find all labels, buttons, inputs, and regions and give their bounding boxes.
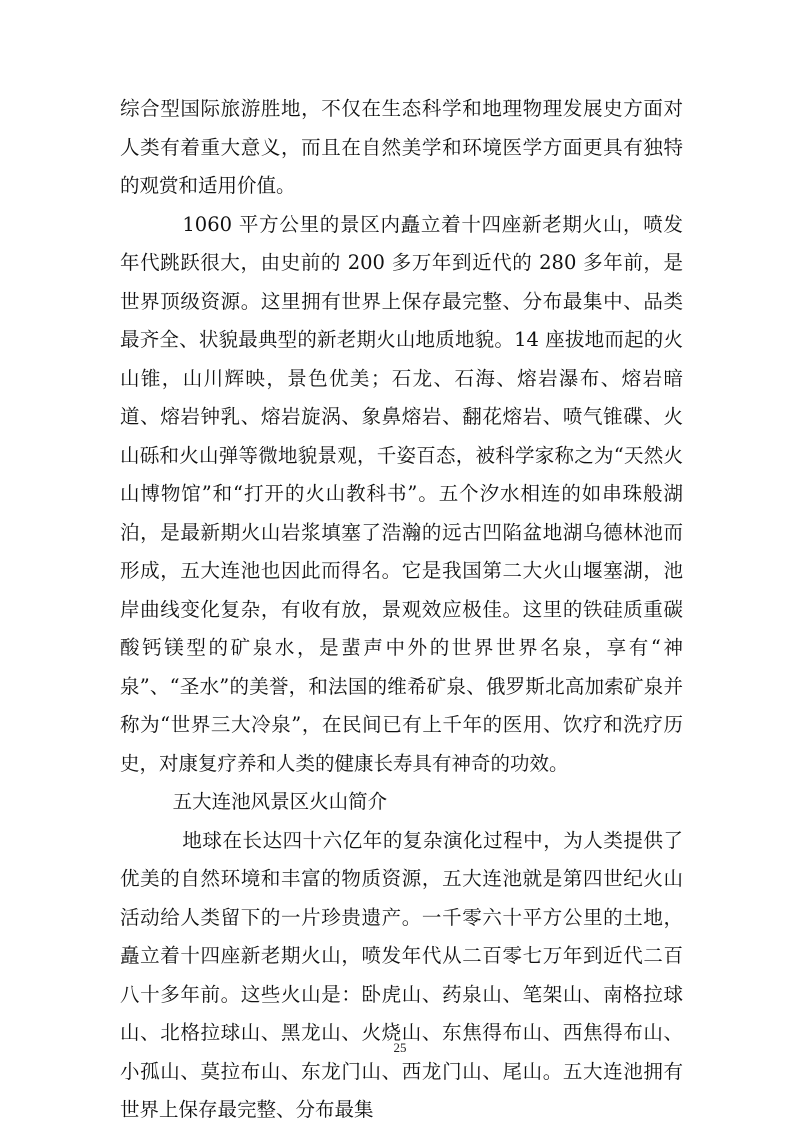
paragraph-scenic-area: 1060 平方公里的景区内矗立着十四座新老期火山，喷发年代跳跃很大，由史前的 200 多万年到近代的 280 多年前，是世界顶级资源。这里拥有世界上保存最完整、分布最集中、品类最齐全、状貌最典型的新老期火山地质地貌。14 座拔地而起的火山锥，山川辉映，景色优美；石龙、石海、熔岩瀑布、熔岩暗道、熔岩钟乳、熔岩旋涡、象鼻熔岩、翻花熔岩、喷气锥碟、火山砾和火山弹等微地貌景观，千姿百态，被科学家称之为“天然火山博物馆”和“打开的火山教科书”。五个汐水相连的如串珠般湖泊，是最新期火山岩浆填塞了浩瀚的远古凹陷盆地湖乌德林池而形成，五大连池也因此而得名。它是我国第二大火山堰塞湖，池岸曲线变化复杂，有收有放，景观效应极佳。这里的铁硅质重碳酸钙镁型的矿泉水，是蜚声中外的世界世界名泉，享有“神泉”、“圣水”的美誉，和法国的维希矿泉、俄罗斯北高加索矿泉并称为“世界三大冷泉”，在民间已有上千年的医用、饮疗和洗疗历史，对康复疗养和人类的健康长寿具有神奇的功效。	[120, 212, 683, 775]
paragraph-volcano-intro: 地球在长达四十六亿年的复杂演化过程中，为人类提供了优美的自然环境和丰富的物质资源，五大连池就是第四世纪火山活动给人类留下的一片珍贵遗产。一千零六十平方公里的土地，矗立着十四座新老期火山，喷发年代从二百零七万年到近代二百八十多年前。这些火山是：卧虎山、药泉山、笔架山、南格拉球山、北格拉球山、黑龙山、火烧山、东焦得布山、西焦得布山、小孤山、莫拉布山、东龙门山、西龙门山、尾山。五大连池拥有世界上保存最完整、分布最集	[120, 828, 683, 1121]
paragraph-continued: 综合型国际旅游胜地，不仅在生态科学和地理物理发展史方面对人类有着重大意义，而且在自然美学和环境医学方面更具有独特的观赏和适用价值。	[120, 97, 683, 197]
section-heading: 五大连池风景区火山简介	[172, 790, 388, 813]
page-number: 25	[393, 1040, 407, 1055]
document-body	[120, 90, 683, 1130]
